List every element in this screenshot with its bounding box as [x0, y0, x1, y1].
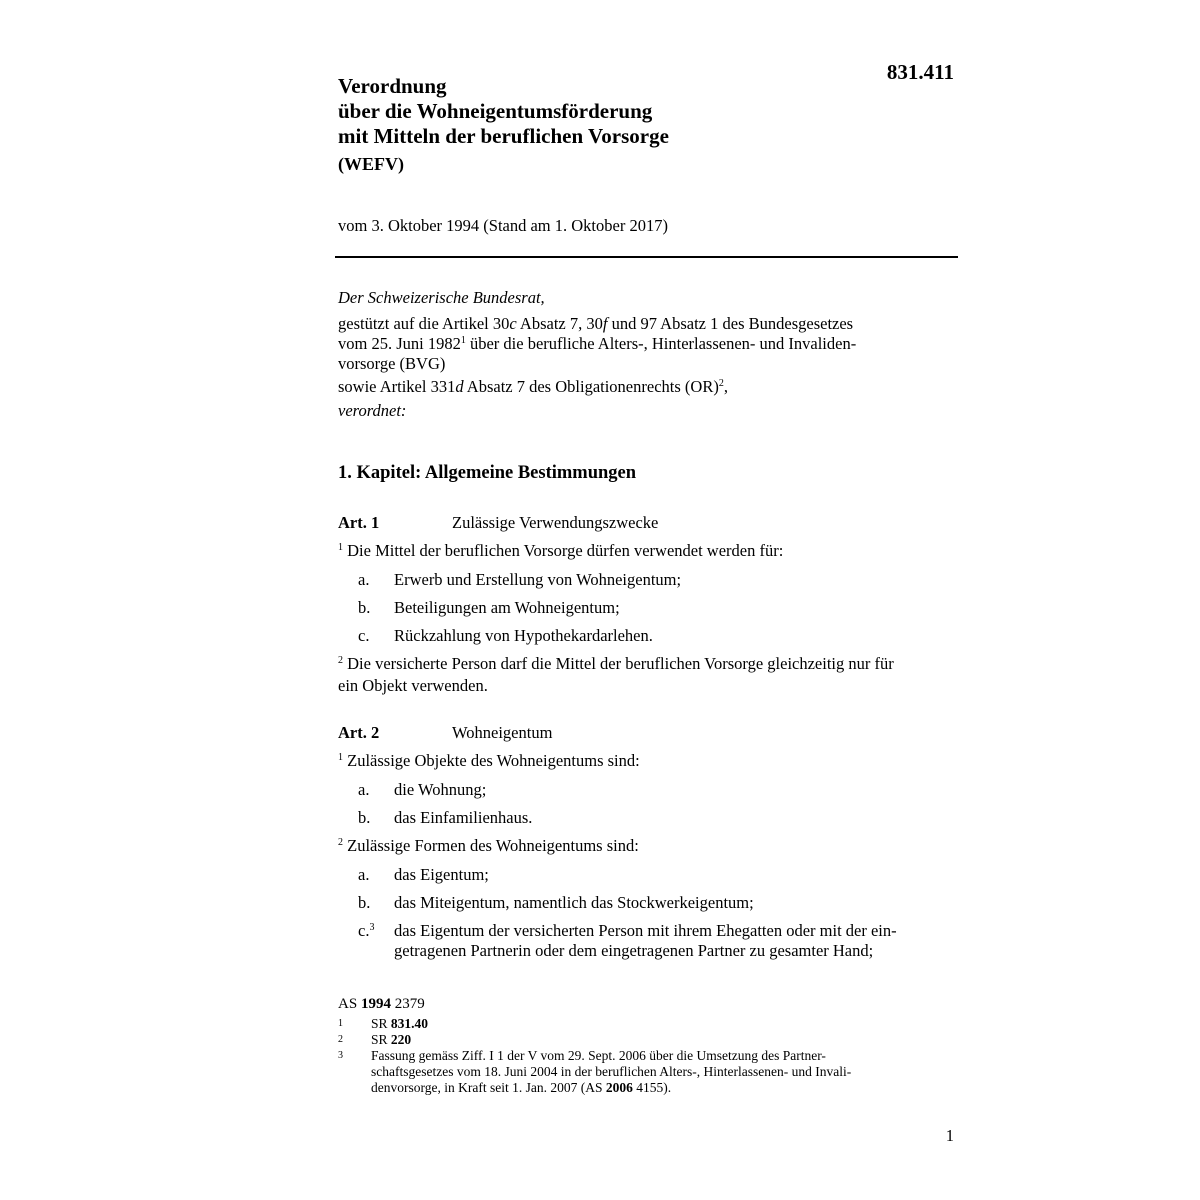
- article-1-paragraph-1: [338, 541, 958, 561]
- article-1-heading: [338, 513, 658, 533]
- chapter-heading: 1. Kapitel: Allgemeine Bestimmungen: [338, 463, 637, 483]
- paragraph-text: Die versicherte Person darf die Mittel der beruflichen Vorsorge gleichzeitig nur für: [343, 654, 894, 673]
- basis-text: über die berufliche Alters-, Hinterlassenen- und Invaliden-: [465, 334, 857, 353]
- as-year: 1994: [360, 996, 391, 1012]
- paragraph-number: 1: [338, 542, 343, 553]
- article-2-paragraph-1: [338, 751, 958, 771]
- article-number: Art. 2: [338, 723, 380, 742]
- footnote-ref-1[interactable]: 1: [460, 335, 466, 346]
- paragraph-number: 1: [338, 752, 343, 763]
- footnote-line: schaftsgesetzes vom 18. Juni 2004 in der beruflichen Alters-, Hinterlassenen- und Invali-: [371, 1064, 852, 1079]
- title-line-3: mit Mitteln der beruflichen Vorsorge: [338, 124, 669, 148]
- paragraph-text: Zulässige Objekte des Wohneigentums sind:: [343, 751, 640, 770]
- title-line-1: Verordnung: [338, 74, 447, 98]
- document-title: [338, 74, 669, 149]
- sr-prefix: SR: [371, 1016, 391, 1031]
- preamble-basis-line-4: [338, 377, 728, 397]
- basis-text: vom 25. Juni 1982: [338, 334, 461, 353]
- official-collection-ref: [338, 996, 425, 1012]
- document-date: vom 3. Oktober 1994 (Stand am 1. Oktober 2017): [338, 216, 668, 235]
- article-title: Wohneigentum: [452, 723, 553, 742]
- list-text: die Wohnung;: [394, 780, 487, 799]
- article-number: Art. 1: [338, 513, 380, 532]
- list-text: Rückzahlung von Hypothekardarlehen.: [394, 626, 653, 645]
- footnote-line: [371, 1080, 956, 1096]
- basis-text: vorsorge (BVG): [338, 354, 446, 373]
- preamble-authority: [338, 288, 545, 308]
- list-text: das Miteigentum, namentlich das Stockwerkeigentum;: [394, 893, 754, 912]
- list-label: [358, 921, 374, 941]
- basis-letter: d: [455, 377, 464, 396]
- footnote-line-text: denvorsorge, in Kraft seit 1. Jan. 2007 (AS: [371, 1080, 606, 1095]
- footnote-text: [371, 1048, 956, 1096]
- article-2-paragraph-2: [338, 836, 958, 856]
- as-page: 2379: [390, 996, 425, 1012]
- header-divider: [335, 256, 958, 258]
- list-text: das Eigentum;: [394, 865, 489, 884]
- footnote-text: [371, 1016, 956, 1032]
- list-text: das Eigentum der versicherten Person mit ihrem Ehegatten oder mit der ein-: [394, 921, 897, 940]
- basis-text: und 97 Absatz 1 des Bundesgesetzes: [607, 314, 854, 333]
- paragraph-text: Die Mittel der beruflichen Vorsorge dürfen verwendet werden für:: [343, 541, 784, 560]
- footnote-3: [338, 1048, 956, 1098]
- footnote-ref-2[interactable]: 2: [718, 378, 724, 389]
- page-number: 1: [945, 1126, 954, 1145]
- basis-letter: c: [509, 314, 517, 333]
- list-label: b.: [358, 808, 371, 827]
- footnote-line: Fassung gemäss Ziff. I 1 der V vom 29. Sept. 2006 über die Umsetzung des Partner-: [371, 1048, 826, 1063]
- footnote-1: [338, 1016, 956, 1032]
- article-2-heading: [338, 723, 552, 743]
- footnote-year: 2006: [605, 1080, 633, 1095]
- sr-ref: 831.40: [390, 1016, 429, 1031]
- basis-letter: f: [602, 314, 608, 333]
- footnote-text: [371, 1032, 956, 1048]
- preamble-decrees: verordnet:: [338, 401, 407, 420]
- as-prefix: AS: [338, 996, 361, 1012]
- basis-text: Absatz 7, 30: [516, 314, 603, 333]
- preamble-basis-line-1: [338, 314, 853, 334]
- title-line-2: über die Wohneigentumsförderung: [338, 99, 653, 123]
- preamble-basis-line-2: [338, 334, 856, 354]
- sr-number: 831.411: [886, 60, 954, 84]
- sr-prefix: SR: [371, 1032, 391, 1047]
- list-text: das Einfamilienhaus.: [394, 808, 533, 827]
- footnote-ref-3[interactable]: 3: [369, 922, 375, 933]
- list-label: a.: [358, 865, 370, 884]
- article-1-paragraph-2-cont: ein Objekt verwenden.: [338, 676, 488, 695]
- article-1-paragraph-2: [338, 654, 958, 674]
- paragraph-number: 2: [338, 655, 343, 666]
- preamble-basis-line-3: [338, 354, 445, 374]
- basis-text: Absatz 7 des Obligationenrechts (OR): [463, 377, 719, 396]
- footnote-number: 3: [338, 1050, 343, 1061]
- document-abbreviation: (WEFV): [338, 154, 404, 174]
- list-text: getragenen Partnerin oder dem eingetragenen Partner zu gesamter Hand;: [394, 941, 874, 960]
- list-text: Erwerb und Erstellung von Wohneigentum;: [394, 570, 682, 589]
- paragraph-text: Zulässige Formen des Wohneigentums sind:: [343, 836, 639, 855]
- sr-ref: 220: [390, 1032, 412, 1047]
- list-label: c.: [358, 626, 370, 645]
- list-label: a.: [358, 780, 370, 799]
- list-label: a.: [358, 570, 370, 589]
- footnote-number: 2: [338, 1034, 343, 1045]
- authority-text: Der Schweizerische Bundesrat,: [338, 288, 545, 307]
- list-label: b.: [358, 598, 371, 617]
- basis-text: sowie Artikel 331: [338, 377, 456, 396]
- list-label: b.: [358, 893, 371, 912]
- basis-text: ,: [723, 377, 728, 396]
- list-label-letter: c.: [358, 921, 370, 940]
- article-title: Zulässige Verwendungszwecke: [452, 513, 659, 532]
- footnote-number: 1: [338, 1018, 343, 1029]
- footnote-2: [338, 1032, 956, 1048]
- footnote-line-text: 4155).: [632, 1080, 672, 1095]
- basis-text: gestützt auf die Artikel 30: [338, 314, 510, 333]
- paragraph-number: 2: [338, 837, 343, 848]
- list-text: Beteiligungen am Wohneigentum;: [394, 598, 620, 617]
